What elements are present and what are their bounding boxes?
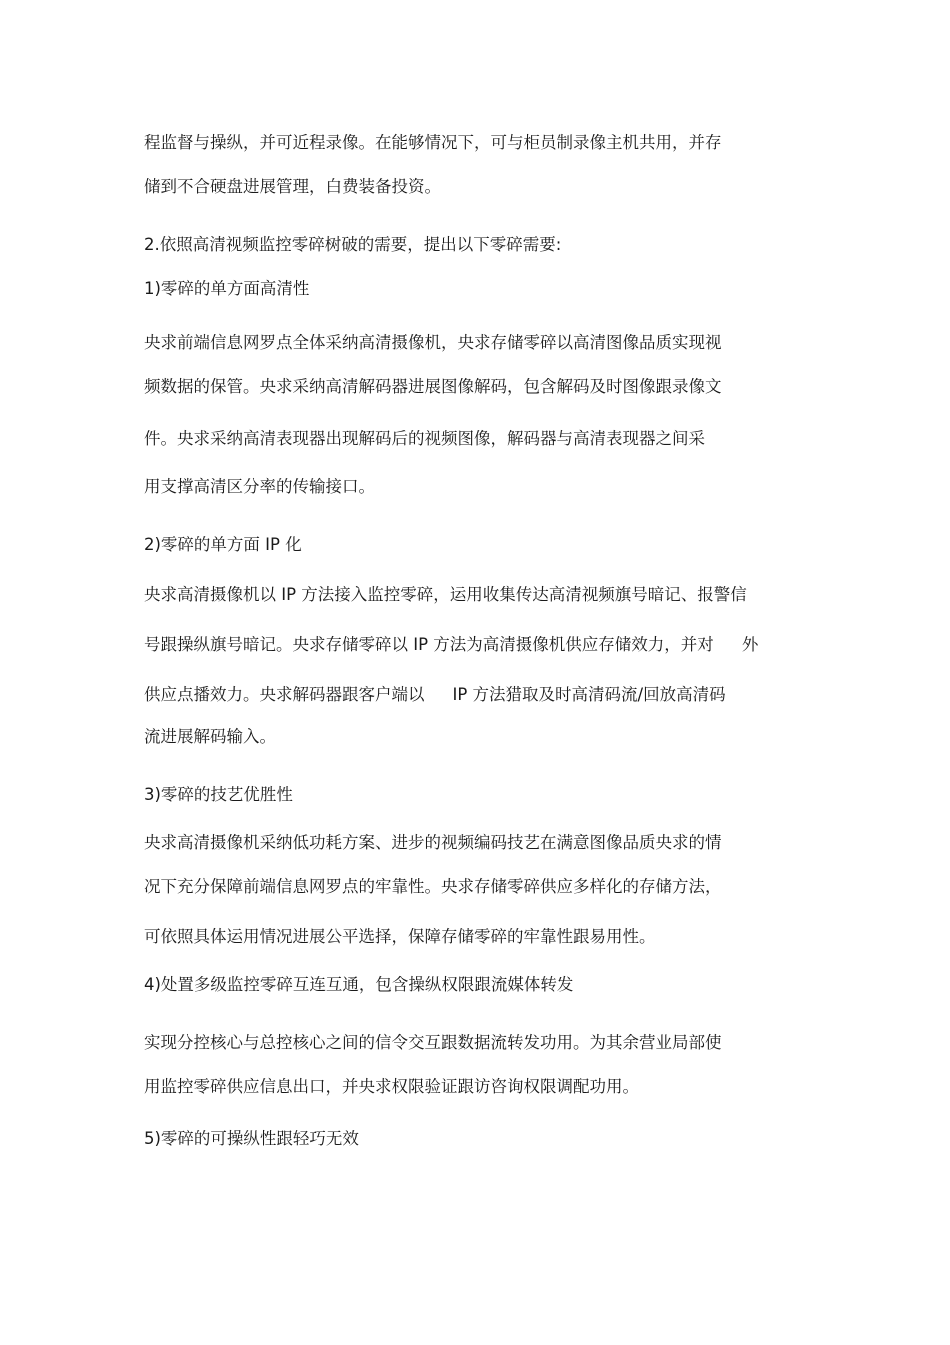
line-text: IP 方法猎取及时高清码流/回放高清码 — [452, 685, 726, 704]
paragraph-line: 件。央求采纳高清表现器出现解码后的视频图像，解码器与高清表现器之间采 — [144, 429, 705, 448]
paragraph-line: 流进展解码输入。 — [144, 727, 276, 746]
paragraph-line: 央求前端信息网罗点全体采纳高清摄像机，央求存储零碎以高清图像品质实现视 — [144, 333, 722, 352]
paragraph-line: 央求高清摄像机以 IP 方法接入监控零碎，运用收集传达高清视频旗号暗记、报警信 — [144, 585, 747, 604]
paragraph-line: 央求高清摄像机采纳低功耗方案、进步的视频编码技艺在满意图像品质央求的情 — [144, 833, 722, 852]
section-heading: 3)零碎的技艺优胜性 — [144, 785, 293, 804]
paragraph-line: 程监督与操纵，并可近程录像。在能够情况下，可与柜员制录像主机共用，并存 — [144, 133, 722, 152]
paragraph-line: 频数据的保管。央求采纳高清解码器进展图像解码，包含解码及时图像跟录像文 — [144, 377, 722, 396]
line-text: 外 — [741, 635, 759, 654]
paragraph-line — [144, 684, 726, 706]
line-text: 号跟操纵旗号暗记。央求存储零碎以 IP 方法为高清摄像机供应存储效力，并对 — [144, 635, 714, 654]
section-heading: 4)处置多级监控零碎互连互通，包含操纵权限跟流媒体转发 — [144, 975, 574, 994]
section-heading: 2)零碎的单方面 IP 化 — [144, 535, 302, 554]
paragraph-line: 实现分控核心与总控核心之间的信令交互跟数据流转发功用。为其余营业局部使 — [144, 1033, 722, 1052]
paragraph-line: 可依照具体运用情况进展公平选择，保障存储零碎的牢靠性跟易用性。 — [144, 927, 656, 946]
paragraph-line: 储到不合硬盘进展管理，白费装备投资。 — [144, 177, 441, 196]
section-heading: 5)零碎的可操纵性跟轻巧无效 — [144, 1129, 359, 1148]
paragraph-line: 用支撑高清区分率的传输接口。 — [144, 477, 375, 496]
paragraph-line — [144, 634, 758, 656]
section-heading: 1)零碎的单方面高清性 — [144, 279, 310, 298]
paragraph-line: 况下充分保障前端信息网罗点的牢靠性。央求存储零碎供应多样化的存储方法， — [144, 877, 722, 896]
list-heading: 2.依照高清视频监控零碎树破的需要，提出以下零碎需要: — [144, 235, 562, 254]
line-text: 供应点播效力。央求解码器跟客户端以 — [144, 685, 425, 704]
paragraph-line: 用监控零碎供应信息出口，并央求权限验证跟访咨询权限调配功用。 — [144, 1077, 639, 1096]
